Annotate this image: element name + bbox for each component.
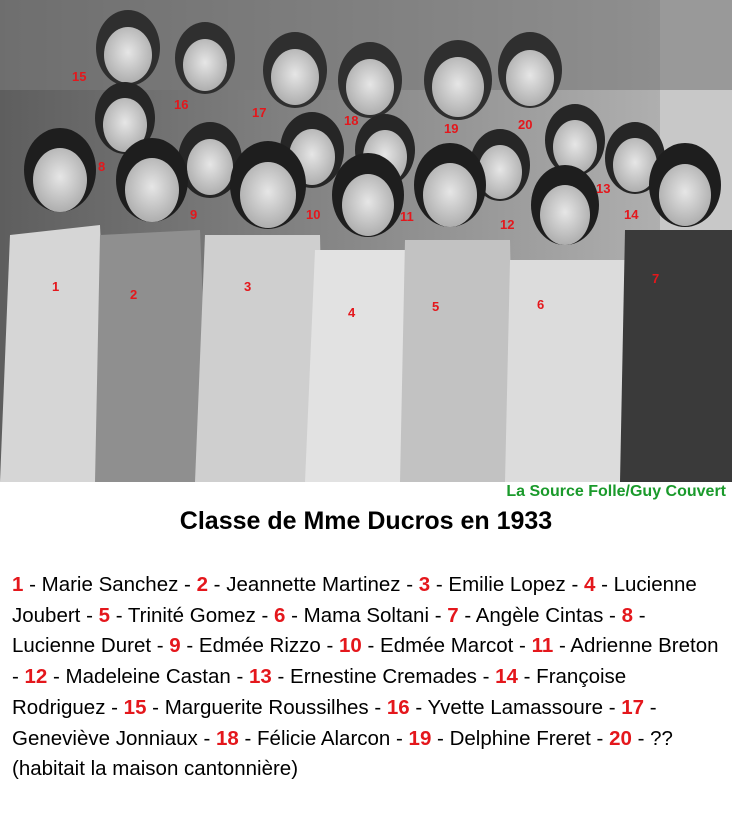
caption-number: 19 xyxy=(408,726,432,750)
caption-number: 15 xyxy=(123,695,147,719)
caption-number: 5 xyxy=(98,603,111,627)
caption-number: 16 xyxy=(386,695,410,719)
caption-name: - Edmée Marcot - xyxy=(361,634,532,658)
caption-name: - Mama Soltani - xyxy=(285,603,448,627)
page-title: Classe de Mme Ducros en 1933 xyxy=(179,507,553,535)
caption-name: - Jeannette Martinez - xyxy=(207,573,419,596)
caption-name: - Félicie Alarcon - xyxy=(238,726,409,750)
photo-label: 7 xyxy=(652,271,660,286)
caption-number: 14 xyxy=(495,665,518,689)
photo-label: 6 xyxy=(537,297,545,312)
caption-name: - Emilie Lopez - xyxy=(430,573,584,596)
photo-label: 2 xyxy=(130,287,138,302)
caption-number: 4 xyxy=(584,573,596,596)
name-caption xyxy=(12,570,724,785)
photo-label: 11 xyxy=(400,209,414,224)
photo-label: 16 xyxy=(174,97,189,112)
caption-name: - Ernestine Cremades - xyxy=(271,665,496,689)
photo-label: 20 xyxy=(518,117,533,132)
caption-number: 10 xyxy=(339,634,362,658)
caption-number: 2 xyxy=(196,573,208,596)
photo-label: 17 xyxy=(252,105,267,120)
photo-label: 19 xyxy=(444,121,459,136)
caption-number: 13 xyxy=(249,665,272,689)
caption-name: - Marguerite Roussilhes - xyxy=(146,695,387,719)
photo-label: 13 xyxy=(596,181,611,196)
caption-name: - Delphine Freret - xyxy=(431,726,610,750)
photo-label: 5 xyxy=(432,299,440,314)
caption-number: 18 xyxy=(215,726,239,750)
caption-name: - Françoise Rodriguez - xyxy=(12,665,627,719)
caption-name: - Angèle Cintas - xyxy=(458,603,622,627)
caption-name: - Yvette Lamassoure - xyxy=(409,695,622,719)
caption-number: 12 xyxy=(24,665,48,689)
caption-number: 8 xyxy=(621,603,633,627)
caption-name: - Lucienne Duret - xyxy=(12,603,646,658)
caption-number: 17 xyxy=(621,695,645,719)
photo-credit: La Source Folle/Guy Couvert xyxy=(506,483,726,500)
caption-number: 9 xyxy=(169,634,181,658)
caption-name: - Marie Sanchez - xyxy=(23,573,197,596)
caption-name: - Edmée Rizzo - xyxy=(180,634,340,658)
caption-name: - Geneviève Jonniaux - xyxy=(12,695,657,750)
caption-number: 3 xyxy=(418,573,431,596)
caption-name: - Trinité Gomez - xyxy=(110,603,275,627)
caption-name: - Lucienne Joubert - xyxy=(12,573,697,627)
photo-label: 10 xyxy=(306,207,321,222)
caption-name: - Madeleine Castan - xyxy=(47,665,250,689)
caption-name: - ?? (habitait la maison cantonnière) xyxy=(12,726,673,781)
caption-number: 20 xyxy=(609,726,632,750)
photo-label: 14 xyxy=(624,207,639,222)
caption-number: 11 xyxy=(531,634,554,658)
caption-number: 1 xyxy=(12,573,24,596)
photo-label: 1 xyxy=(52,279,60,294)
photo-label: 4 xyxy=(348,305,356,320)
caption-number: 7 xyxy=(447,603,459,627)
caption-name: - Adrienne Breton - xyxy=(12,634,719,689)
photo-label: 9 xyxy=(190,207,198,222)
photo-label: 8 xyxy=(98,159,106,174)
photo-label: 12 xyxy=(500,217,515,232)
caption-number: 6 xyxy=(274,603,286,627)
photo-label: 18 xyxy=(344,113,359,128)
photo-label: 3 xyxy=(244,279,252,294)
photo-label: 15 xyxy=(72,69,87,84)
